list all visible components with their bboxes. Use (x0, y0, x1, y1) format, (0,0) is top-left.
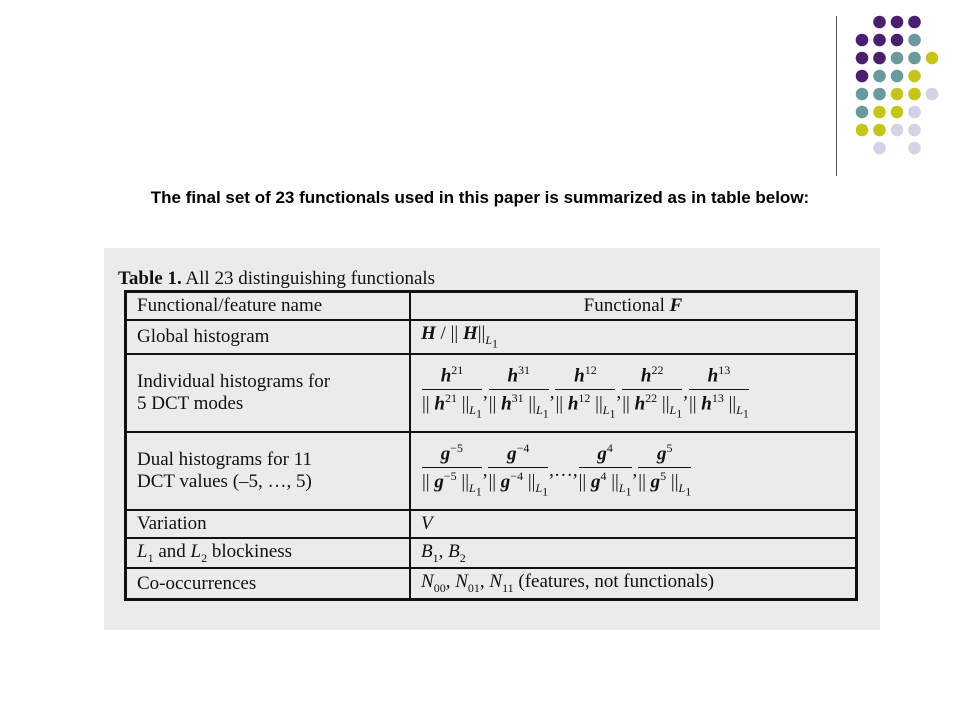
decorative-dot (891, 16, 904, 29)
fraction-g-4: $\frac{g^{-4}}{|| g^{-4} ||_{L_1}}$ (488, 441, 549, 499)
header-functional-label: Functional (583, 295, 665, 316)
table-caption-label: Table 1. (118, 268, 182, 289)
decorative-dot (856, 34, 869, 47)
decorative-dot (873, 52, 886, 65)
decorative-dot (908, 16, 921, 29)
decorative-dot (908, 34, 921, 47)
decorative-dot (873, 142, 886, 155)
table-caption (118, 268, 435, 290)
fraction-h13: $\frac{h^{13}}{|| h^{13} ||_{L_1}}$ (688, 363, 749, 421)
decorative-dot (908, 52, 921, 65)
decorative-dot (873, 88, 886, 101)
decorative-dot (856, 52, 869, 65)
row-formula-variation: V (410, 510, 857, 538)
decorative-dot (856, 106, 869, 119)
decorative-dot-grid (0, 0, 960, 180)
header-name-cell: Functional/feature name (126, 292, 411, 320)
row-name-dual: Dual histograms for 11 DCT values (–5, …, 5) (126, 432, 411, 510)
row-name-individual: Individual histograms for 5 DCT modes (126, 354, 411, 432)
decorative-dot (873, 34, 886, 47)
fraction-g5: $\frac{g^5}{|| g^5 ||_{L_1}}$ (638, 441, 692, 499)
header-functional-symbol: F (669, 295, 683, 316)
decorative-dot (873, 124, 886, 137)
decorative-dot (891, 124, 904, 137)
decorative-dot (891, 88, 904, 101)
fraction-h21: $\frac{h^{21}}{|| h^{21} ||_{L_1}}$ (422, 363, 482, 421)
row-formula-global: H / || $H||_{L_1}$ (410, 320, 857, 354)
row-formula-blockiness: $B_1$, $B_2$ (410, 538, 857, 569)
table-scan-image (104, 248, 880, 630)
decorative-dot (908, 106, 921, 119)
fraction-h12: $\frac{h^{12}}{|| h^{12} ||_{L_1}}$ (555, 363, 616, 421)
row-name-global: Global histogram (126, 320, 411, 354)
row-formula-dual: $\frac{g^{-5}}{|| g^{-5} ||_{L_1}}$ , $\frac{g^{-4}}{|| g^{-4} ||_{L_1}}$ ,…, $\frac{g^4}{|| g^4 ||_{L_1}}$ , $\frac{g^5}{|| g^5 ||_{L_1}}$ (410, 432, 857, 510)
table-row (126, 354, 857, 432)
table-row (126, 432, 857, 510)
decorative-dot (856, 88, 869, 101)
table-row (126, 320, 857, 354)
decorative-dot (856, 70, 869, 83)
table-row (126, 568, 857, 599)
decorative-dot (856, 124, 869, 137)
decorative-dot (873, 16, 886, 29)
divider-line (836, 16, 837, 176)
decorative-dot (891, 106, 904, 119)
row-name-blockiness: $L_1$ and $L_2$ blockiness (126, 538, 411, 569)
row-formula-cooccurrence: $N_{00}$, $N_{01}$, $N_{11}$ (features, not functionals) (410, 568, 857, 599)
decorative-dot (926, 52, 939, 65)
decorative-dot (891, 34, 904, 47)
header-functional-cell (410, 292, 857, 320)
table-caption-text: All 23 distinguishing functionals (181, 268, 436, 289)
decorative-dot (891, 52, 904, 65)
table-row (126, 538, 857, 569)
table-header-row (126, 292, 857, 320)
decorative-dot (926, 88, 939, 101)
decorative-dot (873, 70, 886, 83)
fraction-h22: $\frac{h^{22}}{|| h^{22} ||_{L_1}}$ (622, 363, 683, 421)
decorative-dot (908, 142, 921, 155)
decorative-dot (873, 106, 886, 119)
fraction-g-5: $\frac{g^{-5}}{|| g^{-5} ||_{L_1}}$ (422, 441, 482, 499)
decorative-dot (908, 124, 921, 137)
row-formula-individual: $\frac{h^{21}}{|| h^{21} ||_{L_1}}$ , $\frac{h^{31}}{|| h^{31} ||_{L_1}}$ , $\frac{h^{12}}{|| h^{12} ||_{L_1}}$ , $\frac{h^{22}}{|| h^{22} ||_{L_1}}$ , $\frac{h^{13}}{|| h^{13} ||_{L_1}}$ (410, 354, 857, 432)
row-name-variation: Variation (126, 510, 411, 538)
decorative-dot (908, 88, 921, 101)
functionals-table (124, 290, 858, 601)
fraction-g4: $\frac{g^4}{|| g^4 ||_{L_1}}$ (578, 441, 632, 499)
fraction-h31: $\frac{h^{31}}{|| h^{31} ||_{L_1}}$ (488, 363, 549, 421)
slide-heading: The final set of 23 functionals used in this paper is summarized as in table below: (150, 188, 810, 207)
decorative-dot (891, 70, 904, 83)
table-row (126, 510, 857, 538)
decorative-dot (908, 70, 921, 83)
row-name-cooccurrence: Co-occurrences (126, 568, 411, 599)
